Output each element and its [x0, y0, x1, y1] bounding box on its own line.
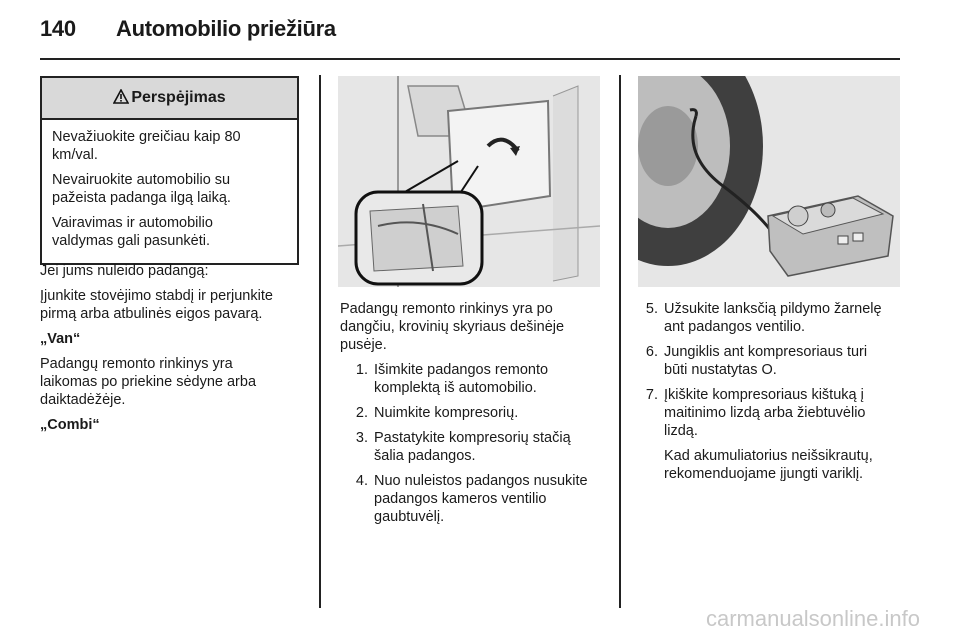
step-item: 3. Pastatykite kompresorių stačią šalia padangos.	[355, 430, 571, 464]
van-text: Padangų remonto rinkinys yra laikomas po priekine sėdyne arba daiktadėžėje.	[40, 356, 257, 408]
warning-header	[42, 78, 297, 120]
combi-heading: „Combi“	[40, 417, 100, 433]
steps-list-2	[640, 300, 908, 483]
warning-body	[42, 120, 297, 263]
warning-paragraph-1: Nevažiuokite greičiau kaip 80 km/val.	[52, 129, 241, 163]
steps-list-1	[350, 361, 605, 526]
left-column	[40, 262, 302, 441]
warning-heading: Perspėjimas	[131, 89, 226, 106]
parking-brake-instruction: Įjunkite stovėjimo stabdį ir perjunkite pirmą arba atbulinės eigos pavarą.	[40, 288, 273, 322]
step-item: 7. Įkiškite kompresoriaus kištuką į maitinimo lizdą arba žiebtuvėlio lizdą. Kad akumuliatorius neišsikrautų, rekomenduojame įjungti variklį.	[640, 386, 908, 483]
page-number: 140	[40, 16, 76, 41]
warning-triangle-icon	[113, 88, 129, 109]
step-item: 4. Nuo nuleistos padangos nusukite padangos kameros ventilio gaubtuvėlį.	[355, 473, 588, 525]
page-header	[40, 16, 336, 42]
flat-tire-intro: Jei jums nuleido padangą:	[40, 263, 209, 279]
kit-location-text: Padangų remonto rinkinys yra po dangčiu, krovinių skyriaus dešinėje pusėje.	[340, 301, 565, 353]
step-7-note: Kad akumuliatorius neišsikrautų, rekomenduojame įjungti variklį.	[664, 448, 873, 482]
header-rule	[40, 58, 900, 60]
watermark: carmanualsonline.info	[705, 606, 920, 631]
warning-box	[40, 76, 299, 265]
middle-column	[340, 300, 605, 533]
step-item: 6. Jungiklis ant kompresoriaus turi būti nustatytas O.	[645, 344, 868, 378]
van-heading: „Van“	[40, 331, 81, 347]
step-item: 2. Nuimkite kompresorių.	[355, 405, 519, 421]
column-divider-2	[619, 75, 621, 608]
cargo-compartment-illustration	[338, 76, 600, 287]
right-column	[640, 300, 908, 490]
step-item: 5. Užsukite lanksčią pildymo žarnelę ant padangos ventilio.	[645, 301, 882, 335]
warning-paragraph-2: Nevairuokite automobilio su pažeista padanga ilgą laiką.	[52, 172, 231, 206]
warning-paragraph-3: Vairavimas ir automobilio valdymas gali pasunkėti.	[52, 215, 213, 249]
step-item: 1. Išimkite padangos remonto komplektą iš automobilio.	[355, 362, 549, 396]
page-title: Automobilio priežiūra	[116, 16, 336, 41]
column-divider-1	[319, 75, 321, 608]
compressor-illustration	[638, 76, 900, 287]
